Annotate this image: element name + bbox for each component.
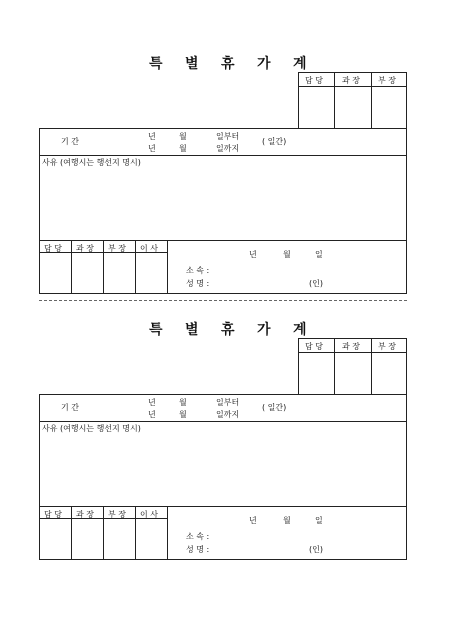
date-day: 일 bbox=[315, 516, 323, 525]
approval-header-manager: 과 장 bbox=[342, 342, 360, 351]
to-year: 년 bbox=[148, 144, 156, 153]
bottom-signature-manager[interactable] bbox=[72, 519, 103, 559]
from-day: 일부터 bbox=[216, 398, 240, 407]
from-month: 월 bbox=[179, 132, 187, 141]
approval-signature-manager[interactable] bbox=[335, 353, 371, 394]
date-year: 년 bbox=[249, 516, 257, 525]
period-label: 기 간 bbox=[61, 403, 79, 412]
approval-header-staff: 담 당 bbox=[305, 342, 323, 351]
from-year: 년 bbox=[148, 398, 156, 407]
approval-signature-staff[interactable] bbox=[299, 87, 334, 128]
bottom-header-director: 부 장 bbox=[108, 244, 126, 253]
from-year: 년 bbox=[148, 132, 156, 141]
bottom-header-staff: 담 당 bbox=[44, 510, 62, 519]
leave-form-2 bbox=[39, 266, 407, 566]
form-title bbox=[149, 53, 329, 73]
title-char: 휴 bbox=[221, 56, 235, 72]
reason-label: 사유 (여행시는 행선지 명시) bbox=[42, 158, 141, 167]
to-year: 년 bbox=[148, 410, 156, 419]
approval-header-staff: 담 당 bbox=[305, 76, 323, 85]
bottom-header-executive: 이 사 bbox=[140, 244, 158, 253]
approval-signature-manager[interactable] bbox=[335, 87, 371, 128]
dept-label: 소 속 : bbox=[186, 266, 210, 275]
title-char: 계 bbox=[293, 322, 307, 338]
from-month: 월 bbox=[179, 398, 187, 407]
to-day: 일까지 bbox=[216, 410, 240, 419]
title-char: 휴 bbox=[221, 322, 235, 338]
bottom-header-executive: 이 사 bbox=[140, 510, 158, 519]
days-count: ( 일간) bbox=[262, 403, 287, 412]
name-label: 성 명 : bbox=[186, 279, 210, 288]
bottom-header-manager: 과 장 bbox=[76, 244, 94, 253]
approval-header-manager: 과 장 bbox=[342, 76, 360, 85]
date-day: 일 bbox=[315, 250, 323, 259]
approval-signature-director[interactable] bbox=[372, 87, 406, 128]
bottom-header-director: 부 장 bbox=[108, 510, 126, 519]
reason-field[interactable] bbox=[40, 434, 406, 505]
bottom-signature-staff[interactable] bbox=[40, 519, 71, 559]
reason-field[interactable] bbox=[40, 168, 406, 239]
to-month: 월 bbox=[179, 410, 187, 419]
approval-signature-staff[interactable] bbox=[299, 353, 334, 394]
to-month: 월 bbox=[179, 144, 187, 153]
bottom-signature-executive[interactable] bbox=[136, 519, 167, 559]
to-day: 일까지 bbox=[216, 144, 240, 153]
bottom-header-manager: 과 장 bbox=[76, 510, 94, 519]
title-char: 별 bbox=[185, 56, 199, 72]
approval-signature-director[interactable] bbox=[372, 353, 406, 394]
date-month: 월 bbox=[283, 250, 291, 259]
bottom-signature-director[interactable] bbox=[104, 519, 135, 559]
approval-header-director: 부 장 bbox=[378, 342, 396, 351]
days-count: ( 일간) bbox=[262, 137, 287, 146]
title-char: 가 bbox=[257, 56, 271, 72]
period-label: 기 간 bbox=[61, 137, 79, 146]
title-char: 별 bbox=[185, 322, 199, 338]
bottom-header-staff: 담 당 bbox=[44, 244, 62, 253]
approval-header-director: 부 장 bbox=[378, 76, 396, 85]
title-char: 특 bbox=[149, 322, 163, 338]
leave-form-1 bbox=[39, 0, 407, 300]
title-char: 가 bbox=[257, 322, 271, 338]
seal-mark: (인) bbox=[309, 279, 323, 288]
dept-label: 소 속 : bbox=[186, 532, 210, 541]
date-month: 월 bbox=[283, 516, 291, 525]
title-char: 특 bbox=[149, 56, 163, 72]
reason-label: 사유 (여행시는 행선지 명시) bbox=[42, 424, 141, 433]
name-label: 성 명 : bbox=[186, 545, 210, 554]
date-year: 년 bbox=[249, 250, 257, 259]
seal-mark: (인) bbox=[309, 545, 323, 554]
from-day: 일부터 bbox=[216, 132, 240, 141]
form-title bbox=[149, 319, 329, 339]
title-char: 계 bbox=[293, 56, 307, 72]
